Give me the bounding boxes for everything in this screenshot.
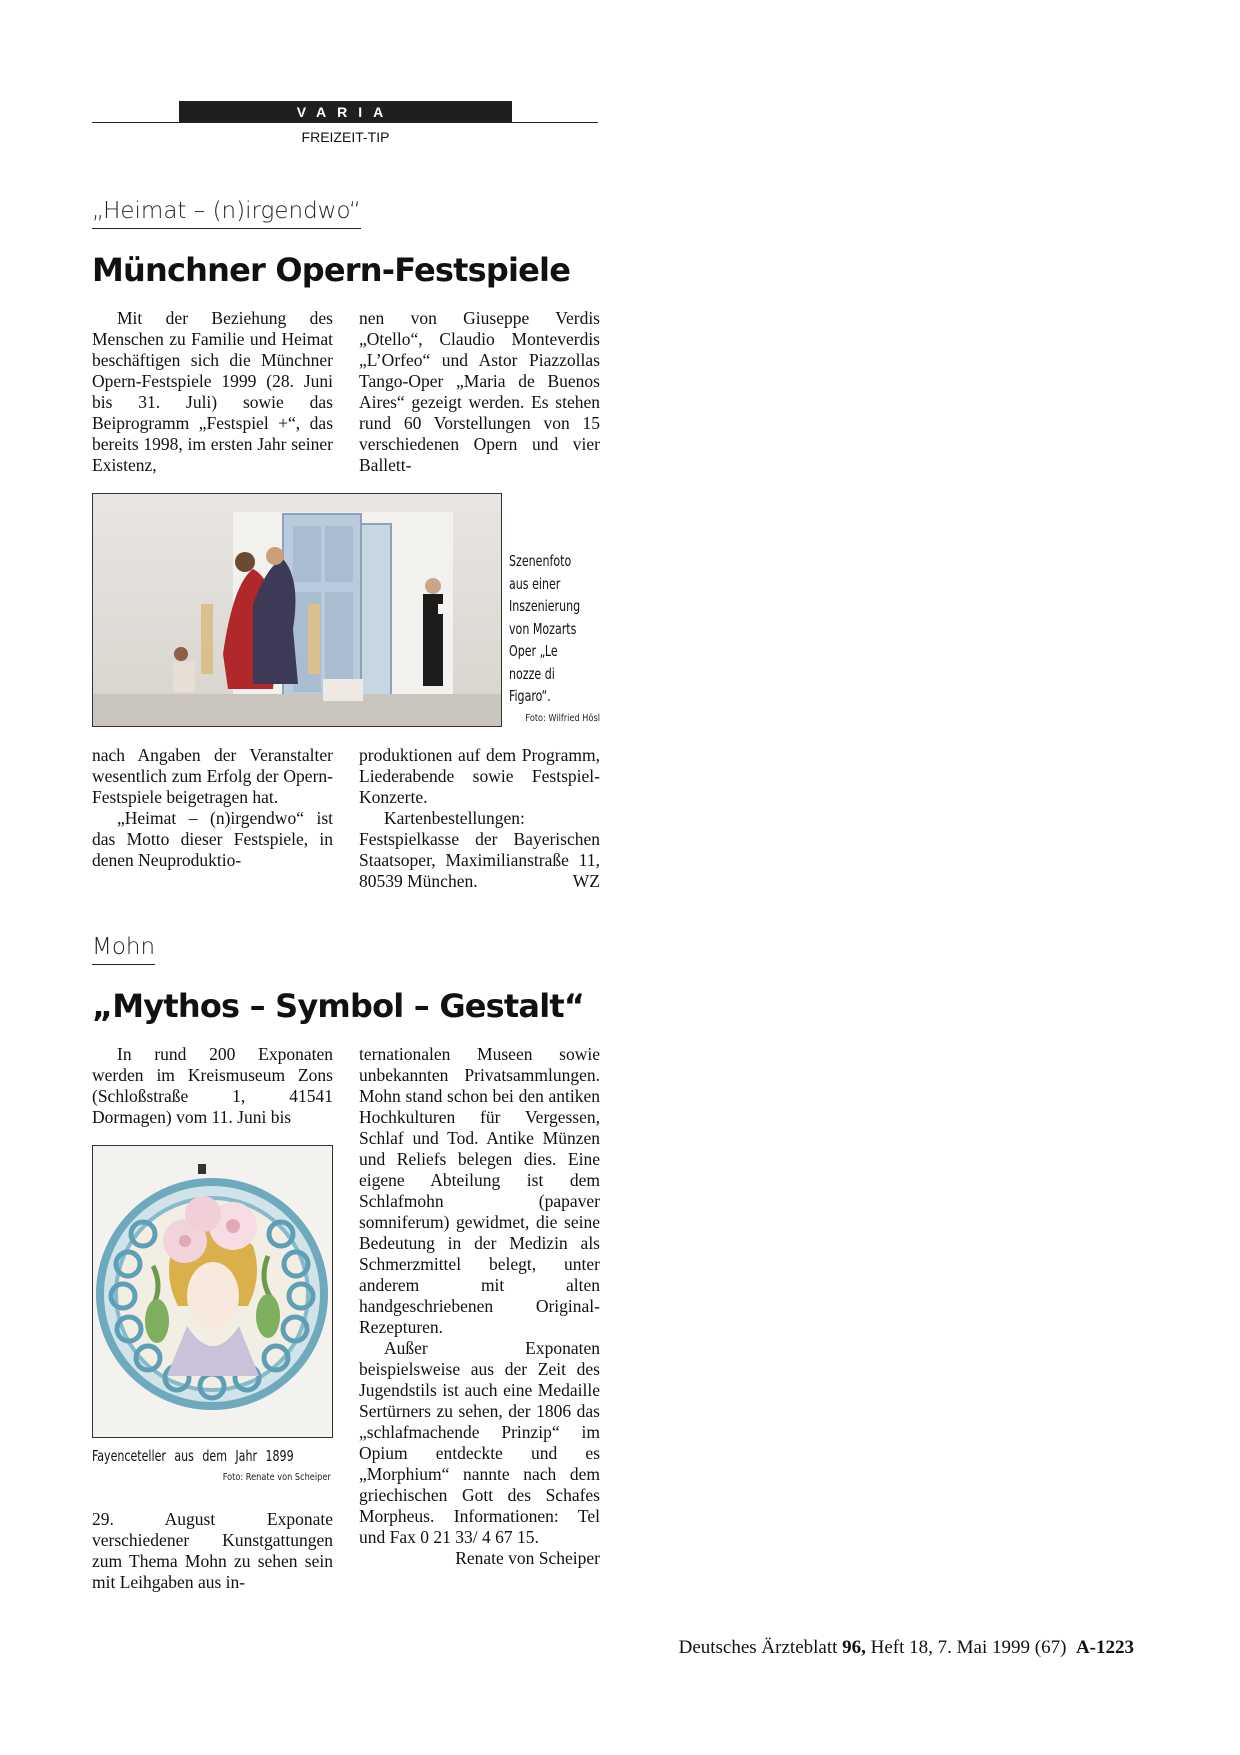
article1-author: WZ xyxy=(572,871,600,891)
article1-col1-top xyxy=(92,308,333,476)
opera-scene-photo xyxy=(92,493,502,727)
opera-scene-illustration xyxy=(93,494,501,726)
article1-col2-bottom-p2 xyxy=(359,808,600,892)
section-label: VARIA xyxy=(179,101,512,123)
page-footer xyxy=(679,1637,1134,1659)
article2-author: Renate von Scheiper xyxy=(455,1548,600,1568)
article2-col1-bottom xyxy=(92,1509,333,1593)
article1-col2-top xyxy=(359,308,600,476)
subsection-label: FREIZEIT-TIP xyxy=(301,129,390,145)
footer-page-number: A-1223 xyxy=(1075,1637,1134,1658)
article1-col1-bottom-p2: „Heimat – (n)irgendwo“ ist das Motto dieser Festspiele, in denen Neuproduktio- xyxy=(92,808,333,870)
article1-col1-bottom xyxy=(92,745,333,871)
faience-plate-illustration xyxy=(93,1146,332,1437)
opera-photo-credit: Foto: Wilfried Hösl xyxy=(525,713,600,724)
article2-col2-p2 xyxy=(359,1338,600,1568)
footer-journal: Deutsches Ärzteblatt xyxy=(678,1637,838,1658)
article2-col1-bottom-text: 29. August Exponate verschiedener Kunstgattungen zum Thema Mohn zu sehen sein mit Leihgaben aus in- xyxy=(92,1509,333,1592)
article1-col1-top-text: Mit der Beziehung des Menschen zu Familie und Heimat beschäftigen sich die Münchner Opern-Festspiele 1999 (28. Juni bis 31. Juli) sowie das Beiprogramm „Festspiel +“, das bereits 1998, im ersten Jahr seiner Existenz, xyxy=(92,308,333,475)
article2-col2-p2-text: Außer Exponaten beispielsweise aus der Zeit des Jugendstils ist auch eine Medaille Sertürners zu sehen, der 1806 das „schlafmachende Prinzip“ im Opium entdeckte und es „Morphium“ nannte nach dem griechischen Gott des Schafes Morpheus. Informationen: Tel und Fax 0 21 33/ 4 67 15. xyxy=(359,1338,600,1547)
article1-kicker: „Heimat – (n)irgendwo“ xyxy=(92,198,361,229)
article1-col2-bottom-p2-text: Kartenbestellungen: Festspielkasse der Bayerischen Staatsoper, Maximilianstraße 11, 80539 München. xyxy=(359,808,600,891)
plate-photo-credit: Foto: Renate von Scheiper xyxy=(222,1472,331,1483)
faience-plate-photo xyxy=(92,1145,333,1438)
article1-col2-bottom-p1: produktionen auf dem Programm, Liederabende sowie Festspiel-Konzerte. xyxy=(359,745,600,807)
footer-issue: Heft 18, 7. Mai 1999 (67) xyxy=(870,1637,1067,1658)
article2-col1-top xyxy=(92,1044,333,1128)
article1-col2-bottom xyxy=(359,745,600,892)
article1-col2-top-text: nen von Giuseppe Verdis „Otello“, Claudio Monteverdis „L’Orfeo“ und Astor Piazzollas Tango-Oper „Maria de Buenos Aires“ gezeigt werden. Es stehen rund 60 Vorstellungen von 15 verschiedenen Opern und vier Ballett- xyxy=(359,308,600,475)
article2-headline: „Mythos – Symbol – Gestalt“ xyxy=(92,987,585,1025)
article2-col2-p1: ternationalen Museen sowie unbekannten Privatsammlungen. Mohn stand schon bei den antiken Hochkulturen für Vergessen, Schlaf und Tod. Antike Münzen und Reliefs belegen dies. Eine eigene Abteilung ist dem Schlafmohn (papaver somniferum) gewidmet, die seine Bedeutung in der Medizin als Schmerzmittel belegt, unter anderem mit alten handgeschriebenen Original-Rezepturen. xyxy=(359,1044,600,1337)
article1-col1-bottom-p1: nach Angaben der Veranstalter wesentlich zum Erfolg der Opern-Festspiele beigetragen hat. xyxy=(92,745,333,807)
article1-headline: Münchner Opern-Festspiele xyxy=(92,251,571,289)
article2-col2 xyxy=(359,1044,600,1569)
article2-col1-top-text: In rund 200 Exponaten werden im Kreismuseum Zons (Schloßstraße 1, 41541 Dormagen) vom 11. Juni bis xyxy=(92,1044,333,1127)
footer-volume: 96, xyxy=(842,1637,866,1658)
article2-kicker: Mohn xyxy=(92,934,155,965)
plate-photo-caption: Fayenceteller aus dem Jahr 1899 xyxy=(92,1447,294,1465)
opera-photo-caption: Szenenfoto aus einer Inszenierung von Mozarts Oper „Le nozze di Figaro“. xyxy=(509,552,581,705)
